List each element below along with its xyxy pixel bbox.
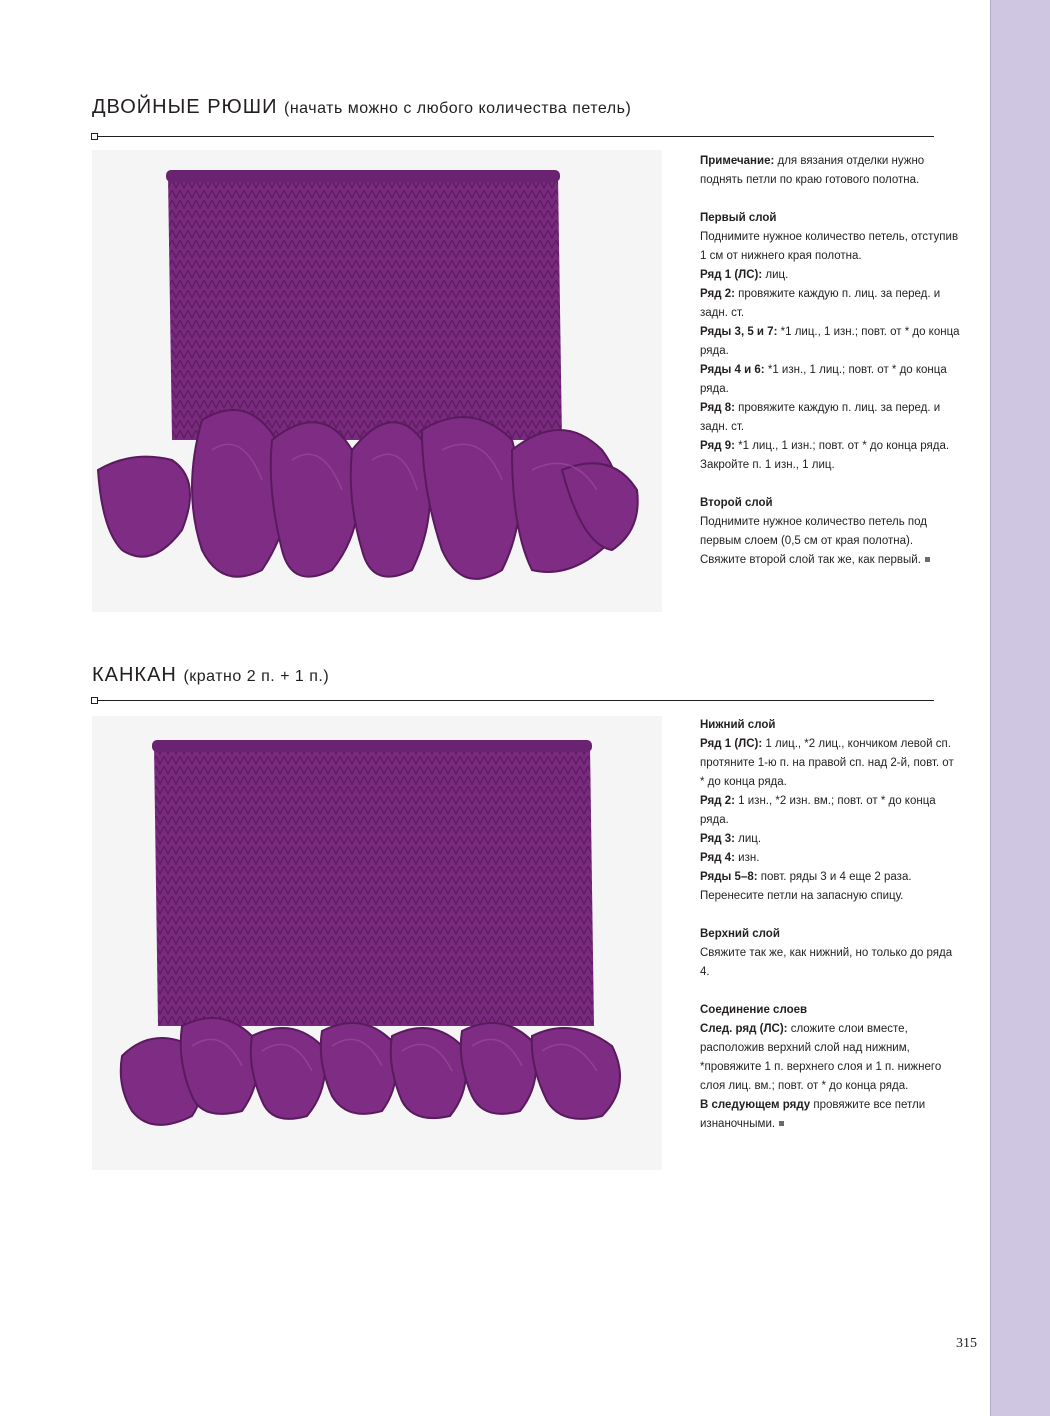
- note-paragraph: [700, 152, 960, 190]
- row-instruction: Ряды 4 и 6: *1 изн., 1 лиц.; повт. от * до конца ряда.: [700, 364, 947, 395]
- next-row-paragraph: В следующем ряду провяжите все петли изнаночными.: [700, 1099, 926, 1130]
- row-instruction: Ряды 5–8: повт. ряды 3 и 4 еще 2 раза.: [700, 871, 912, 883]
- layer1-heading: Первый слой: [700, 212, 777, 224]
- section1-heading: [92, 96, 631, 119]
- section2-instructions: [700, 716, 960, 1134]
- row-instruction: Ряд 3: лиц.: [700, 833, 762, 845]
- row-instruction: Ряд 1 (ЛС): 1 лиц., *2 лиц., кончиком левой сп. протяните 1-ю п. на правой сп. над 2-й, повт. от * до конца ряда.: [700, 738, 954, 788]
- row-instruction: Ряд 2: провяжите каждую п. лиц. за перед. и задн. ст.: [700, 288, 941, 319]
- join-paragraph: След. ряд (ЛС): сложите слои вместе, расположив верхний слой над нижним, *провяжите 1 п. верхнего слоя и 1 п. нижнего слоя лиц. вм.; повт. от * до конца ряда.: [700, 1023, 942, 1092]
- row-instruction: Ряды 3, 5 и 7: *1 лиц., 1 изн.; повт. от * до конца ряда.: [700, 326, 960, 357]
- section1-instructions: [700, 152, 960, 570]
- note-text: для вязания отделки нужно поднять петли по краю готового полотна.: [700, 155, 925, 186]
- row-instruction: Ряд 2: 1 изн., *2 изн. вм.; повт. от * до конца ряда.: [700, 795, 936, 826]
- section1-subtitle: (начать можно с любого количества петель): [284, 100, 632, 117]
- double-ruffle-photo: [92, 150, 662, 612]
- section1-rule: [96, 136, 934, 137]
- bottom-layer-heading: Нижний слой: [700, 719, 776, 731]
- section2-subtitle: (кратно 2 п. + 1 п.): [183, 668, 330, 685]
- top-layer-heading: Верхний слой: [700, 928, 780, 940]
- layer1-intro: Поднимите нужное количество петель, отступив 1 см от нижнего края полотна.: [700, 231, 959, 262]
- top-layer-text: Свяжите так же, как нижний, но только до ряда 4.: [700, 947, 953, 978]
- end-square-icon: [779, 1121, 784, 1126]
- end-square-icon: [925, 557, 930, 562]
- note-label: Примечание:: [700, 155, 775, 167]
- cancan-photo: [92, 716, 662, 1170]
- row-instruction: Ряд 4: изн.: [700, 852, 760, 864]
- side-tab: [990, 0, 1050, 1416]
- section1-title: ДВОЙНЫЕ РЮШИ: [92, 96, 278, 118]
- section2-heading: [92, 664, 329, 687]
- page-number: 315: [956, 1336, 977, 1351]
- join-heading: Соединение слоев: [700, 1004, 808, 1016]
- row-instruction: Ряд 8: провяжите каждую п. лиц. за перед. и задн. ст.: [700, 402, 941, 433]
- row-instruction: Ряд 1 (ЛС): лиц.: [700, 269, 789, 281]
- layer2-text: Поднимите нужное количество петель под первым слоем (0,5 см от края полотна). Свяжите второй слой так же, как первый.: [700, 513, 960, 570]
- layer2-heading: Второй слой: [700, 497, 773, 509]
- bottom-layer-outro: Перенесите петли на запасную спицу.: [700, 890, 904, 902]
- section2-rule: [96, 700, 934, 701]
- section2-title: КАНКАН: [92, 664, 177, 686]
- row-instruction: Ряд 9: *1 лиц., 1 изн.; повт. от * до конца ряда. Закройте п. 1 изн., 1 лиц.: [700, 440, 950, 471]
